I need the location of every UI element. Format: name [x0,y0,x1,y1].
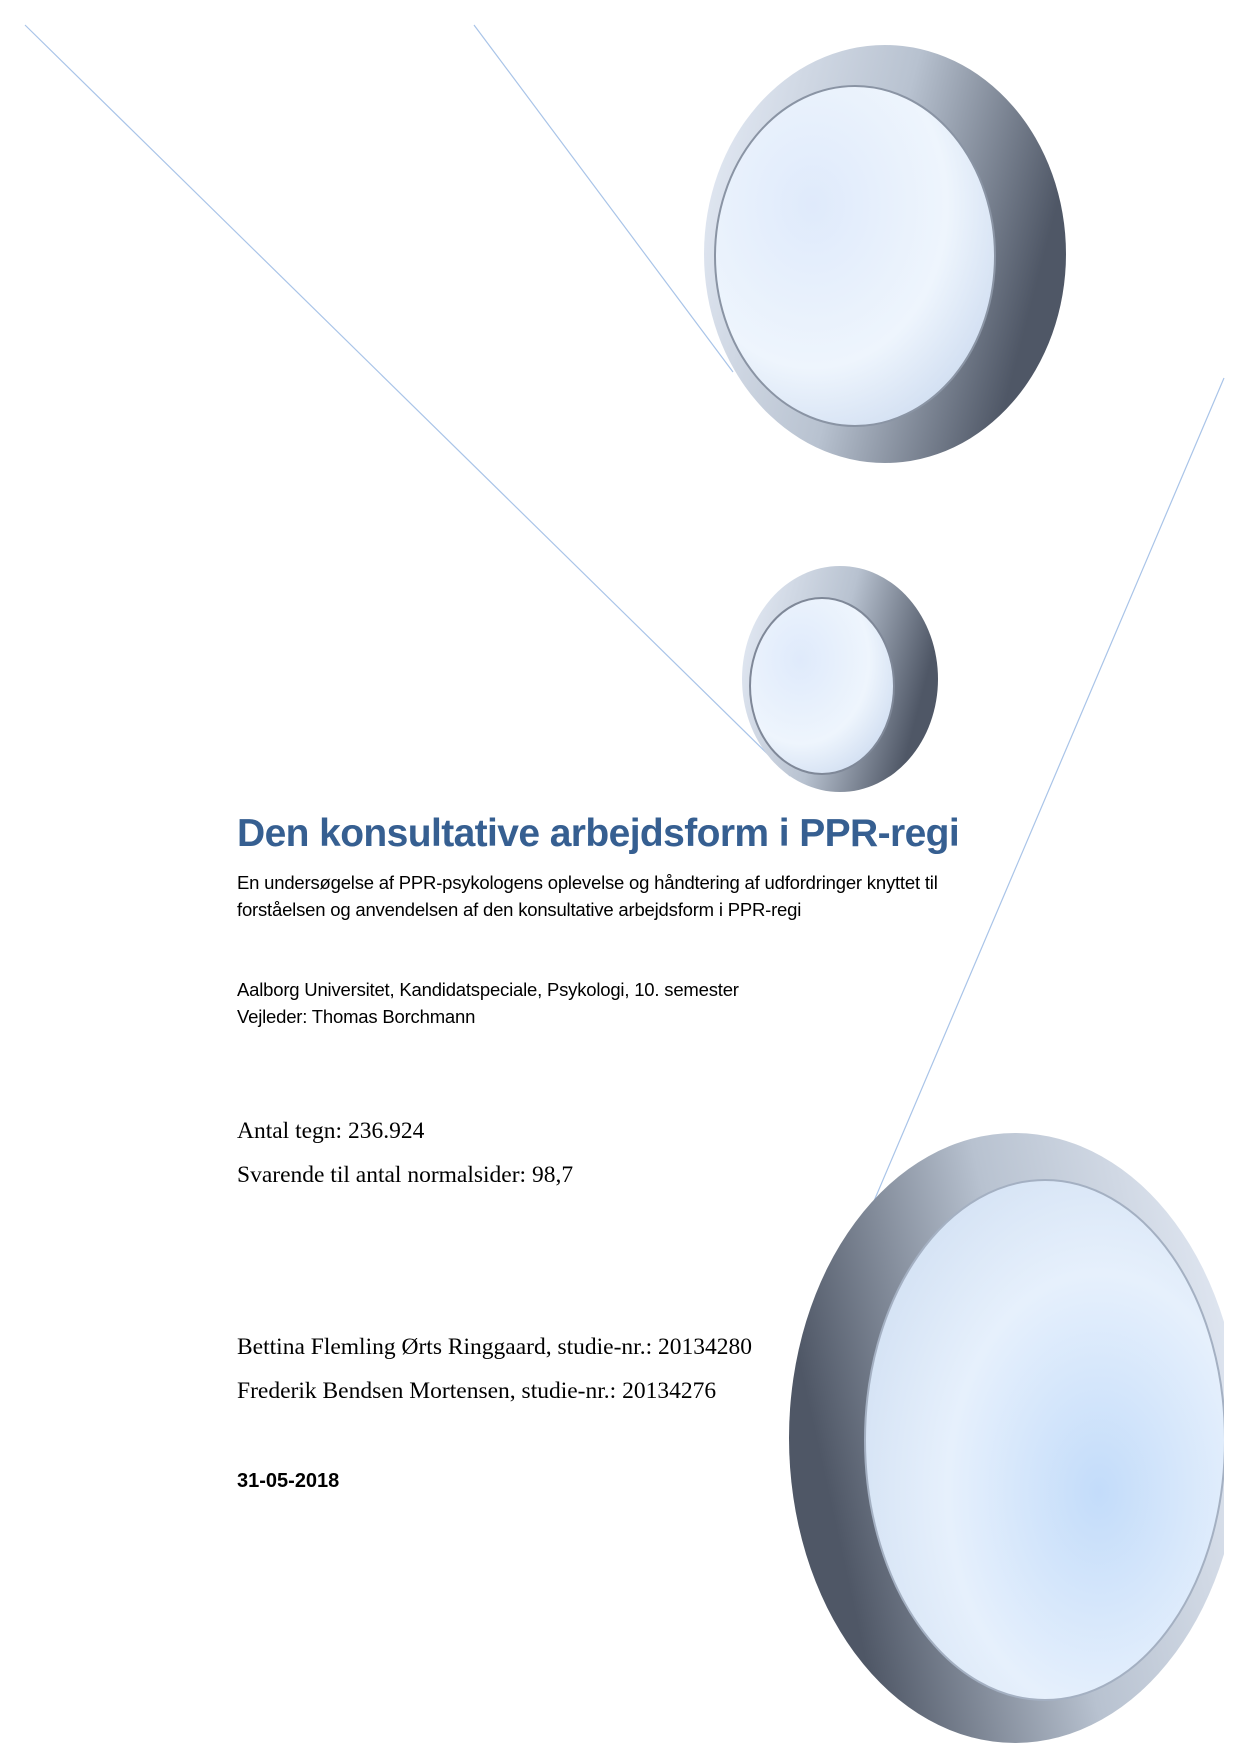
decor-disc-large [704,45,1066,463]
date: 31-05-2018 [237,1470,340,1492]
decor-disc-bottom [789,1133,1241,1743]
document-title: Den konsultative arbejdsform i PPR-regi [237,812,960,855]
subtitle-line-2: forståelsen og anvendelsen af den konsultative arbejdsform i PPR-regi [237,899,802,920]
decor-line [25,25,790,776]
institution: Aalborg Universitet, Kandidatspeciale, Psykologi, 10. semester [237,979,739,1000]
supervisor: Vejleder: Thomas Borchmann [237,1006,476,1027]
decor-line [857,378,1224,1241]
author-1: Bettina Flemling Ørts Ringgaard, studie-nr.: 20134280 [237,1334,752,1360]
normal-pages: Svarende til antal normalsider: 98,7 [237,1162,574,1188]
decor-disc-small [742,566,938,792]
subtitle-line-1: En undersøgelse af PPR-psykologens oplevelse og håndtering af udfordringer knyttet til [237,872,938,893]
character-count: Antal tegn: 236.924 [237,1118,425,1144]
decor-line [474,25,733,372]
author-2: Frederik Bendsen Mortensen, studie-nr.: 20134276 [237,1378,717,1404]
